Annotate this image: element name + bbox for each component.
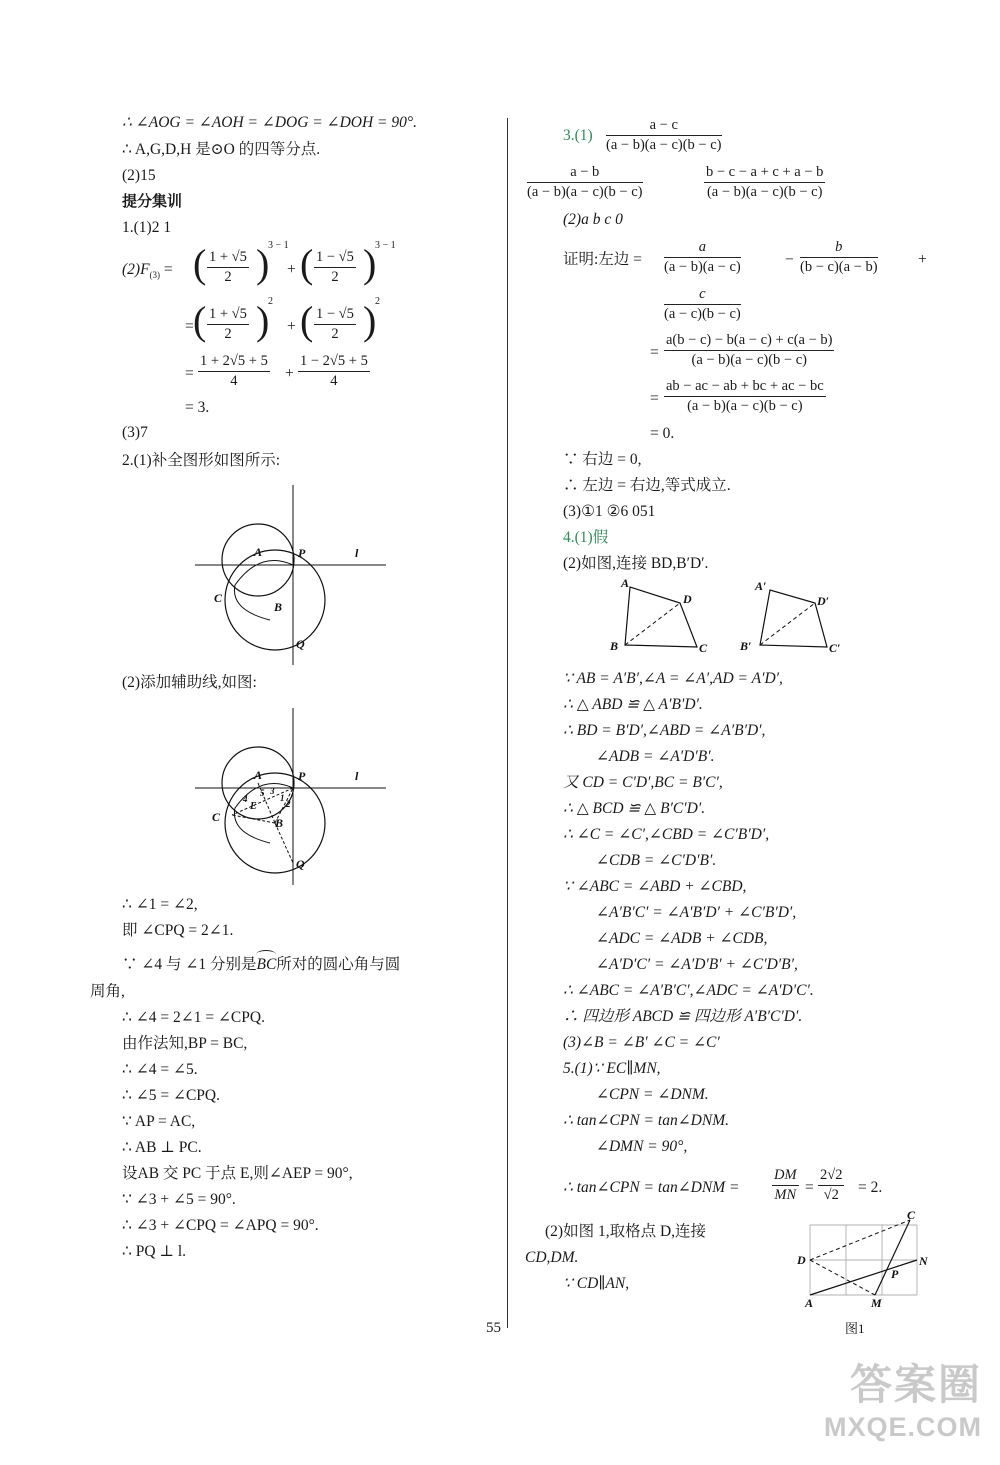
label-5: 5	[260, 788, 265, 798]
text-line: 2.(1)补全图形如图所示:	[122, 452, 281, 469]
fraction: 2√2 √2	[820, 1167, 843, 1203]
text-line: ∵ AB = A′B′,∠A = ∠A′,AD = A′D′,	[563, 670, 783, 687]
paren: (	[193, 298, 207, 343]
figure-caption: 图1	[845, 1321, 865, 1336]
paren: (	[300, 298, 314, 343]
label-B: B	[610, 639, 619, 653]
fraction: a − c (a − b)(a − c)(b − c)	[606, 117, 722, 153]
text-line: ∴ tan∠CPN = tan∠DNM =	[563, 1179, 740, 1196]
fraction: 1 + 2√5 + 5 4	[200, 353, 268, 389]
label-D2: D′	[817, 594, 830, 608]
text-line: ∴ ∠4 = ∠5.	[122, 1061, 198, 1078]
text-line: CD,DM.	[525, 1249, 579, 1266]
text-line: ∵ ∠4 与 ∠1 分别是 BC所对的圆心角与圆	[122, 955, 400, 975]
label-B2: B′	[740, 639, 752, 653]
exponent: 3 − 1	[375, 240, 396, 251]
label-l: l	[355, 546, 359, 560]
label-A: A	[254, 545, 263, 559]
text-line: ∠A′B′C′ = ∠A′B′D′ + ∠C′B′D′,	[596, 904, 797, 921]
text-line: 证明:左边 =	[563, 251, 642, 268]
text-line: ∴ ∠1 = ∠2,	[122, 896, 198, 913]
equals: =	[185, 318, 194, 335]
quadrilaterals-figure	[605, 575, 865, 665]
text-line: ∠DMN = 90°,	[596, 1138, 688, 1155]
text-line: (2)a b c 0	[563, 211, 623, 228]
label-P: P	[891, 1267, 899, 1281]
fraction: b (b − c)(a − b)	[800, 239, 878, 275]
label-C: C	[699, 641, 708, 655]
exponent: 3 − 1	[268, 240, 289, 251]
label-B: B	[275, 816, 284, 830]
question-number: 4.(1)假	[563, 529, 609, 546]
page-number: 55	[486, 1320, 501, 1336]
text-line: ∠ADC = ∠ADB + ∠CDB,	[596, 930, 768, 947]
text-line: ∵ 右边 = 0,	[563, 451, 642, 468]
arc-BC: BC	[256, 956, 276, 973]
paren: (	[193, 241, 207, 286]
label-Q: Q	[296, 857, 305, 871]
text-line: ∴ 四边形 ABCD ≌ 四边形 A′B′C′D′.	[563, 1008, 803, 1025]
watermark: 答案圈 MXQE.COM	[823, 1361, 982, 1442]
circles-figure-2	[190, 703, 390, 893]
label-1: 1	[280, 793, 285, 803]
label-l: l	[355, 769, 359, 783]
text-line: ∴ PQ ⊥ l.	[122, 1243, 187, 1260]
fraction: c (a − c)(b − c)	[664, 286, 741, 322]
label-N: N	[919, 1254, 928, 1268]
text-line: ∴ ∠5 = ∠CPQ.	[122, 1087, 220, 1104]
plus: +	[285, 365, 294, 382]
label-2: 2	[286, 799, 291, 809]
fraction: a (a − b)(a − c)	[664, 239, 741, 275]
fraction: ab − ac − ab + bc + ac − bc (a − b)(a − c)(b − c)	[666, 378, 824, 414]
grid-figure	[795, 1205, 935, 1350]
fraction: a(b − c) − b(a − c) + c(a − b) (a − b)(a − c)(b − c)	[666, 332, 833, 368]
text-line: 5.(1)∵ EC∥MN,	[563, 1060, 661, 1077]
label-A: A	[254, 768, 263, 782]
text-line: = 3.	[185, 399, 210, 416]
equals: =	[650, 344, 659, 361]
text-line: 又 CD = C′D′,BC = B′C′,	[563, 774, 723, 791]
text-line: (3)①1 ②6 051	[563, 503, 656, 520]
text-line: = 0.	[650, 425, 675, 442]
fraction: 1 − √5 2	[316, 306, 354, 342]
label-E: E	[250, 801, 257, 812]
label-D: D	[797, 1253, 806, 1267]
label-C: C	[907, 1208, 916, 1222]
fraction: a − b (a − b)(a − c)(b − c)	[527, 164, 643, 200]
label-B: B	[274, 600, 283, 614]
text-line: ∴ BD = B′D′,∠ABD = ∠A′B′D′,	[563, 722, 766, 739]
text-line: ∴ ∠4 = 2∠1 = ∠CPQ.	[122, 1009, 265, 1026]
question-number: 3.(1)	[563, 127, 593, 144]
text-line: ∴ ∠3 + ∠CPQ = ∠APQ = 90°.	[122, 1217, 319, 1234]
text-line: ∠ADB = ∠A′D′B′.	[596, 748, 715, 765]
label-A: A	[805, 1296, 814, 1310]
text-line: 1.(1)2 1	[122, 219, 172, 236]
text-line: ∵ AP = AC,	[122, 1113, 196, 1130]
minus: −	[785, 251, 794, 268]
plus: +	[287, 318, 296, 335]
text-line: = 2.	[858, 1179, 883, 1196]
label-C: C	[212, 810, 221, 824]
label-P: P	[298, 769, 306, 783]
paren: (	[300, 241, 314, 286]
exponent: 2	[375, 296, 380, 307]
text-line: (2)如图,连接 BD,B′D′.	[563, 555, 709, 572]
text-line: (3)7	[122, 424, 148, 441]
fraction: 1 + √5 2	[209, 306, 247, 342]
label-A2: A′	[755, 579, 767, 593]
paren: )	[256, 298, 270, 343]
plus: +	[287, 261, 296, 278]
text-line: ∠CDB = ∠C′D′B′.	[596, 852, 717, 869]
text-line: ∠A′D′C′ = ∠A′D′B′ + ∠C′D′B′,	[596, 956, 798, 973]
text-line: 由作法知,BP = BC,	[122, 1035, 248, 1052]
fraction: 1 − 2√5 + 5 4	[300, 353, 368, 389]
text-line: ∴ △ BCD ≌ △ B′C′D′.	[563, 800, 706, 817]
text-line: ∴ △ ABD ≌ △ A′B′D′.	[563, 696, 703, 713]
column-divider	[507, 118, 508, 1328]
text-line: ∵ ∠3 + ∠5 = 90°.	[122, 1191, 236, 1208]
text-line: (2)15	[122, 167, 156, 184]
label-4: 4	[243, 794, 248, 804]
text-line: (2)如图 1,取格点 D,连接	[545, 1223, 707, 1240]
equals: =	[650, 390, 659, 407]
section-heading: 提分集训	[122, 193, 183, 210]
text-line: ∴ ∠AOG = ∠AOH = ∠DOG = ∠DOH = 90°.	[122, 114, 417, 131]
text-line: ∴ ∠ABC = ∠A′B′C′,∠ADC = ∠A′D′C′.	[563, 982, 814, 999]
label-D: D	[683, 592, 692, 606]
paren: )	[256, 241, 270, 286]
formula-lhs: $(2)F_{(3)}$ =	[122, 261, 173, 281]
text-line: ∠CPN = ∠DNM.	[596, 1086, 709, 1103]
paren: )	[363, 298, 377, 343]
text-line: ∵ CD∥AN,	[563, 1275, 630, 1292]
text-line: ∴ tan∠CPN = tan∠DNM.	[563, 1112, 729, 1129]
text-line: 即 ∠CPQ = 2∠1.	[122, 922, 234, 939]
fraction: 1 − √5 2	[316, 249, 354, 285]
text-line: (2)添加辅助线,如图:	[122, 674, 257, 691]
text-line: ∴ 左边 = 右边,等式成立.	[563, 477, 731, 494]
text-line: 周角,	[90, 983, 125, 1000]
plus: +	[918, 251, 927, 268]
text-line: ∴ AB ⊥ PC.	[122, 1139, 202, 1156]
label-M: M	[871, 1296, 882, 1310]
equals: =	[185, 365, 194, 382]
label-Q: Q	[296, 637, 305, 651]
fraction: b − c − a + c + a − b (a − b)(a − c)(b − c)	[706, 164, 824, 200]
label-3: 3	[270, 786, 275, 796]
text-line: 设AB 交 PC 于点 E,则∠AEP = 90°,	[122, 1165, 353, 1182]
paren: )	[363, 241, 377, 286]
text-line: (3)∠B = ∠B′ ∠C = ∠C′	[563, 1034, 720, 1051]
label-C: C	[214, 591, 223, 605]
label-A: A	[621, 576, 630, 590]
text-line: ∴ A,G,D,H 是⊙O 的四等分点.	[122, 141, 321, 158]
equals: =	[805, 1179, 814, 1196]
fraction: 1 + √5 2	[209, 249, 247, 285]
label-C2: C′	[829, 641, 841, 655]
text-line: ∴ ∠C = ∠C′,∠CBD = ∠C′B′D′,	[563, 826, 770, 843]
fraction: DM MN	[774, 1167, 797, 1203]
text-line: ∵ ∠ABC = ∠ABD + ∠CBD,	[563, 878, 747, 895]
label-P: P	[298, 546, 306, 560]
circles-figure-1	[190, 480, 390, 675]
exponent: 2	[268, 296, 273, 307]
